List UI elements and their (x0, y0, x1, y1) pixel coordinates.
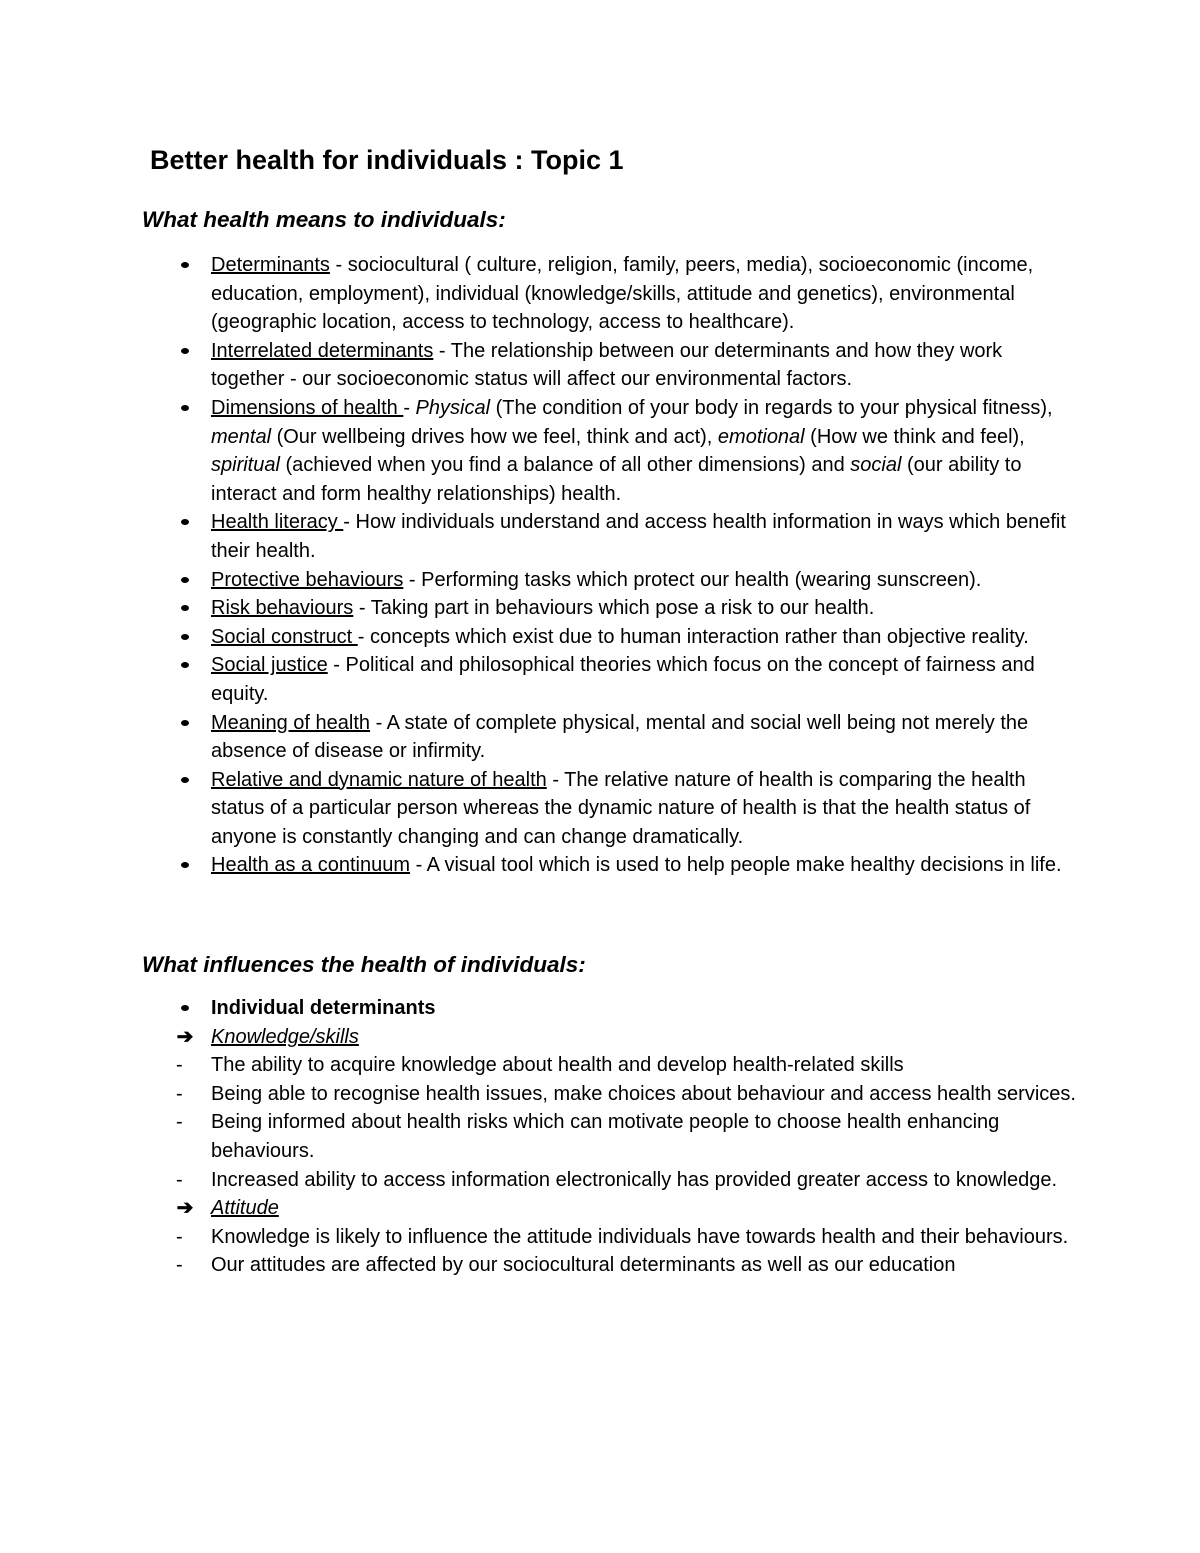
list-item (0, 623, 1081, 652)
definition-text: - (403, 396, 416, 419)
dimension-name: emotional (717, 425, 805, 448)
list-item (0, 594, 1081, 623)
definition-text: (The condition of your body in regards to your physical fitness), (490, 396, 1053, 419)
definition-term: Meaning of health (211, 711, 371, 734)
list-item (0, 1194, 1081, 1223)
definition-term: Determinants (211, 254, 330, 276)
list-item (0, 1080, 1081, 1109)
definition-term: Social construct (211, 625, 358, 648)
definition-text: - A state of complete physical, mental and social well being not merely the absence of disease or infirmity. (211, 711, 1029, 763)
definition-text: (How we think and feel), (804, 425, 1025, 448)
definition-term: Relative and dynamic nature of health (211, 768, 547, 791)
definition-text: - Performing tasks which protect our health (wearing sunscreen). (403, 568, 982, 591)
definition-text: - Taking part in behaviours which pose a risk to our health. (353, 597, 875, 620)
dimension-name: Physical (415, 396, 491, 419)
list-item (0, 1223, 1081, 1252)
list-item (0, 1251, 1081, 1280)
arrow-right-icon: ➔ (176, 1025, 194, 1048)
dash-marker: - (176, 1254, 183, 1277)
dimension-name: mental (211, 425, 272, 448)
section-heading-health-influences: What influences the health of individuals: (142, 952, 586, 977)
definition-text: - The relationship between our determinants and how they work together - our socioeconomic status will affect our environmental factors. (211, 339, 1003, 391)
list-item (0, 994, 1081, 1023)
dash-marker: - (176, 1225, 183, 1248)
list-item-text: Increased ability to access information electronically has provided greater access to knowledge. (211, 1168, 1057, 1191)
definition-term: Dimensions of health (211, 396, 404, 419)
list-item-text: Being informed about health risks which can motivate people to choose health enhancing behaviours. (211, 1111, 1000, 1162)
subheading-label: Attitude (211, 1197, 279, 1220)
list-item-text: Being able to recognise health issues, make choices about behaviour and access health services. (211, 1082, 1076, 1105)
definition-text: - sociocultural ( culture, religion, family, peers, media), socioeconomic (income, education, employment), individual (knowledge/skills, attitude and genetics), environmental (geographic location, access to technology, access to healthcare). (211, 254, 1034, 334)
subheading-label: Knowledge/skills (211, 1025, 359, 1048)
subheading-label: Individual determinants (211, 997, 436, 1019)
list-item (0, 766, 1081, 852)
list-item (0, 1051, 1081, 1080)
influences-list (0, 994, 1200, 1280)
document-title: Better health for individuals : Topic 1 (150, 145, 624, 175)
list-item (0, 1108, 1081, 1165)
definition-term: Protective behaviours (211, 568, 404, 591)
definition-text: (achieved when you find a balance of all other dimensions) and (279, 454, 851, 477)
definition-text: (our ability to interact and form healthy relationships) health. (211, 454, 1022, 505)
dimension-name: social (850, 454, 902, 477)
definition-text: - A visual tool which is used to help people make healthy decisions in life. (410, 854, 1062, 877)
definition-text: (Our wellbeing drives how we feel, think and act), (271, 425, 718, 448)
definition-term: Health literacy (211, 511, 344, 534)
list-item-text: The ability to acquire knowledge about health and develop health-related skills (211, 1054, 904, 1077)
list-item (0, 251, 1081, 337)
list-item (0, 1166, 1081, 1195)
definition-text: - Political and philosophical theories which focus on the concept of fairness and equity. (211, 654, 1035, 705)
dash-marker: - (176, 1082, 183, 1105)
definition-term: Health as a continuum (211, 854, 411, 877)
list-item (0, 394, 1081, 508)
list-item (0, 566, 1081, 595)
dash-marker: - (176, 1168, 183, 1191)
definition-text: - How individuals understand and access health information in ways which benefit their health. (211, 511, 1066, 562)
list-item (0, 851, 1081, 880)
list-item (0, 337, 1081, 394)
definitions-list (0, 251, 1200, 880)
list-item (0, 709, 1081, 766)
definition-text: - The relative nature of health is comparing the health status of a particular person whereas the dynamic nature of health is that the health status of anyone is constantly changing and can change dramatically. (211, 768, 1031, 848)
arrow-right-icon: ➔ (176, 1197, 194, 1220)
list-item (0, 508, 1081, 565)
definition-term: Risk behaviours (211, 597, 354, 620)
dimension-name: spiritual (211, 454, 280, 477)
definition-text: - concepts which exist due to human interaction rather than objective reality. (357, 625, 1029, 648)
list-item (0, 651, 1081, 708)
dash-marker: - (176, 1111, 183, 1134)
definition-term: Interrelated determinants (211, 339, 434, 362)
list-item-text: Knowledge is likely to influence the attitude individuals have towards health and their behaviours. (211, 1225, 1069, 1248)
section-heading-health-meaning: What health means to individuals: (142, 207, 506, 232)
list-item (0, 1023, 1081, 1052)
definition-term: Social justice (211, 654, 328, 677)
list-item-text: Our attitudes are affected by our sociocultural determinants as well as our education (211, 1254, 956, 1277)
dash-marker: - (176, 1054, 183, 1077)
